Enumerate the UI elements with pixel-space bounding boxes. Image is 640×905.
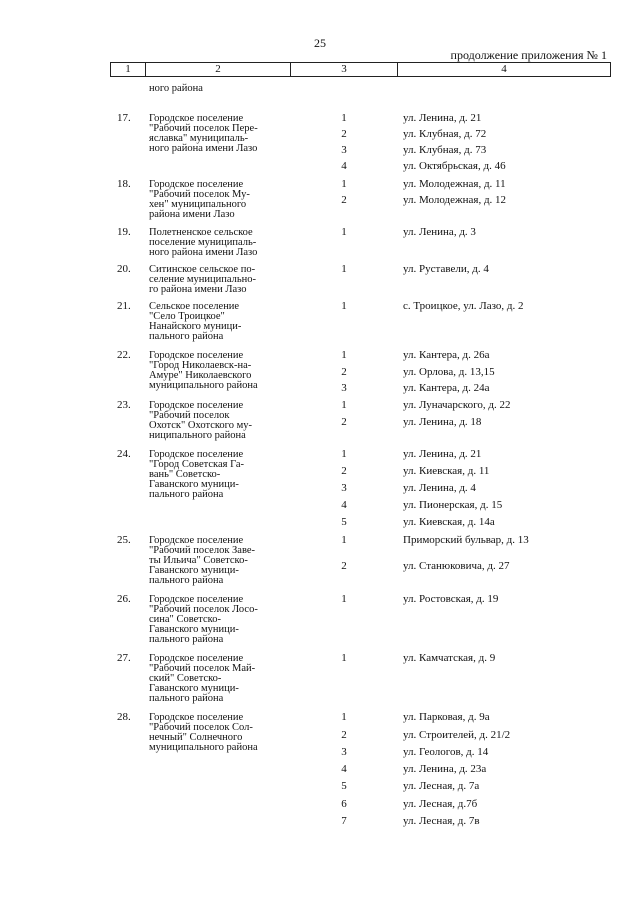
item-number: 3 (341, 482, 347, 494)
address: ул. Клубная, д. 72 (403, 128, 487, 140)
item-number: 1 (341, 652, 347, 664)
address: ул. Ленина, д. 3 (403, 226, 476, 238)
address: ул. Кантера, д. 26а (403, 349, 490, 361)
item-number: 3 (341, 746, 347, 758)
row-number: 25. (117, 534, 131, 546)
settlement-name-line: Городское поселение (149, 535, 244, 546)
item-number: 2 (341, 128, 347, 140)
settlement-name-line: "Село Троицкое" (149, 311, 225, 322)
settlement-name-line: "Рабочий поселок Май- (149, 663, 256, 674)
address: с. Троицкое, ул. Лазо, д. 2 (403, 300, 524, 312)
settlement-name-line: Амуре" Николаевского (149, 370, 252, 381)
settlement-name-line: района имени Лазо (149, 209, 235, 220)
address: ул. Камчатская, д. 9 (403, 652, 496, 664)
address: Приморский бульвар, д. 13 (403, 534, 529, 546)
settlement-name-line: Городское поселение (149, 400, 244, 411)
settlement-name-line: пального района (149, 575, 224, 586)
continuation-label: продолжение приложения № 1 (450, 48, 607, 62)
settlement-name-line: "Рабочий поселок Му- (149, 189, 250, 200)
settlement-name-line: ский" Советско- (149, 673, 222, 684)
item-number: 1 (341, 263, 347, 275)
settlement-name-line: "Рабочий поселок Заве- (149, 545, 256, 556)
row-number: 18. (117, 178, 131, 190)
settlement-name-line: Городское поселение (149, 653, 244, 664)
settlement-name-line: ного района имени Лазо (149, 143, 258, 154)
address: ул. Геологов, д. 14 (403, 746, 489, 758)
address: ул. Ленина, д. 18 (403, 416, 482, 428)
settlement-name-line: пального района (149, 331, 224, 342)
settlement-name-line: Городское поселение (149, 179, 244, 190)
settlement-name-line: ного района имени Лазо (149, 247, 258, 258)
address: ул. Октябрьская, д. 46 (403, 160, 506, 172)
settlement-name-line: поселение муниципаль- (149, 237, 257, 248)
item-number: 2 (341, 729, 347, 741)
settlement-name-line: "Рабочий поселок Сол- (149, 722, 253, 733)
address: ул. Ростовская, д. 19 (403, 593, 499, 605)
row-number: 17. (117, 112, 131, 124)
settlement-name-line: Городское поселение (149, 449, 244, 460)
item-number: 1 (341, 399, 347, 411)
settlement-name-line: Городское поселение (149, 594, 244, 605)
settlement-name-line: Гаванского муници- (149, 479, 239, 490)
item-number: 5 (341, 516, 347, 528)
settlement-name-line: го района имени Лазо (149, 284, 247, 295)
settlement-name-line: Гаванского муници- (149, 624, 239, 635)
settlement-name-line: Городское поселение (149, 113, 244, 124)
header-col-1: 1 (111, 63, 146, 76)
address: ул. Ленина, д. 23а (403, 763, 487, 775)
settlement-name-line: селение муниципально- (149, 274, 257, 285)
settlement-name-line: Охотск" Охотского му- (149, 420, 252, 431)
settlement-name-line: ты Ильича" Советско- (149, 555, 248, 566)
settlement-name-line: "Рабочий поселок Пере- (149, 123, 258, 134)
settlement-name-line: Полетненское сельское (149, 227, 253, 238)
table-header (110, 62, 611, 77)
header-col-2: 2 (146, 63, 291, 76)
item-number: 4 (341, 499, 347, 511)
address: ул. Ленина, д. 21 (403, 448, 482, 460)
row-number: 27. (117, 652, 131, 664)
item-number: 1 (341, 711, 347, 723)
item-number: 4 (341, 763, 347, 775)
header-col-4: 4 (501, 63, 507, 75)
settlement-name-line: яславка" муниципаль- (149, 133, 249, 144)
item-number: 2 (341, 194, 347, 206)
item-number: 6 (341, 798, 347, 810)
item-number: 2 (341, 560, 347, 572)
address: ул. Киевская, д. 11 (403, 465, 490, 477)
item-number: 1 (341, 112, 347, 124)
item-number: 7 (341, 815, 347, 827)
item-number: 4 (341, 160, 347, 172)
address: ул. Лесная, д. 7в (403, 815, 480, 827)
item-number: 3 (341, 382, 347, 394)
settlement-name-line: Нанайского муници- (149, 321, 242, 332)
settlement-name-line: Ситинское сельское по- (149, 264, 256, 275)
item-number: 5 (341, 780, 347, 792)
address: ул. Ленина, д. 4 (403, 482, 476, 494)
settlement-name-line: Сельское поселение (149, 301, 240, 312)
address: ул. Клубная, д. 73 (403, 144, 487, 156)
settlement-name-line: вань" Советско- (149, 469, 221, 480)
address: ул. Руставели, д. 4 (403, 263, 489, 275)
settlement-name-line: пального района (149, 634, 224, 645)
address: ул. Молодежная, д. 12 (403, 194, 507, 206)
settlement-name-line: Гаванского муници- (149, 683, 239, 694)
item-number: 1 (341, 300, 347, 312)
address: ул. Ленина, д. 21 (403, 112, 482, 124)
item-number: 2 (341, 366, 347, 378)
settlement-name-line: "Рабочий поселок (149, 410, 230, 421)
address: ул. Строителей, д. 21/2 (403, 729, 511, 741)
settlement-name-line: Гаванского муници- (149, 565, 239, 576)
row-number: 21. (117, 300, 131, 312)
settlement-name-line: хен" муниципального (149, 199, 247, 210)
item-number: 2 (341, 416, 347, 428)
item-number: 1 (341, 534, 347, 546)
item-number: 1 (341, 349, 347, 361)
item-number: 2 (341, 465, 347, 477)
row-number: 28. (117, 711, 131, 723)
row-number: 20. (117, 263, 131, 275)
address: ул. Станюковича, д. 27 (403, 560, 510, 572)
header-col-3: 3 (291, 63, 398, 76)
page-number: 25 (314, 36, 326, 50)
settlement-name-line: нечный" Солнечного (149, 732, 243, 743)
address: ул. Пионерская, д. 15 (403, 499, 503, 511)
settlement-name-line: ниципального района (149, 430, 246, 441)
settlement-name-line: Городское поселение (149, 350, 244, 361)
row-number: 24. (117, 448, 131, 460)
settlement-name-line: Городское поселение (149, 712, 244, 723)
row-number: 26. (117, 593, 131, 605)
settlement-name-line: сина" Советско- (149, 614, 221, 625)
address: ул. Парковая, д. 9а (403, 711, 490, 723)
address: ул. Молодежная, д. 11 (403, 178, 506, 190)
row-number: 23. (117, 399, 131, 411)
item-number: 3 (341, 144, 347, 156)
settlement-name-line: "Город Советская Га- (149, 459, 245, 470)
carryover-line: ного района (149, 83, 203, 94)
item-number: 1 (341, 448, 347, 460)
item-number: 1 (341, 178, 347, 190)
address: ул. Кантера, д. 24а (403, 382, 490, 394)
address: ул. Луначарского, д. 22 (403, 399, 511, 411)
address: ул. Лесная, д.7б (403, 798, 478, 810)
address: ул. Орлова, д. 13,15 (403, 366, 495, 378)
settlement-name-line: пального района (149, 693, 224, 704)
settlement-name-line: муниципального района (149, 380, 258, 391)
settlement-name-line: муниципального района (149, 742, 258, 753)
item-number: 1 (341, 593, 347, 605)
settlement-name-line: "Рабочий поселок Лосо- (149, 604, 258, 615)
row-number: 22. (117, 349, 131, 361)
settlement-name-line: "Город Николаевск-на- (149, 360, 252, 371)
address: ул. Киевская, д. 14а (403, 516, 495, 528)
item-number: 1 (341, 226, 347, 238)
settlement-name-line: пального района (149, 489, 224, 500)
address: ул. Лесная, д. 7а (403, 780, 480, 792)
row-number: 19. (117, 226, 131, 238)
